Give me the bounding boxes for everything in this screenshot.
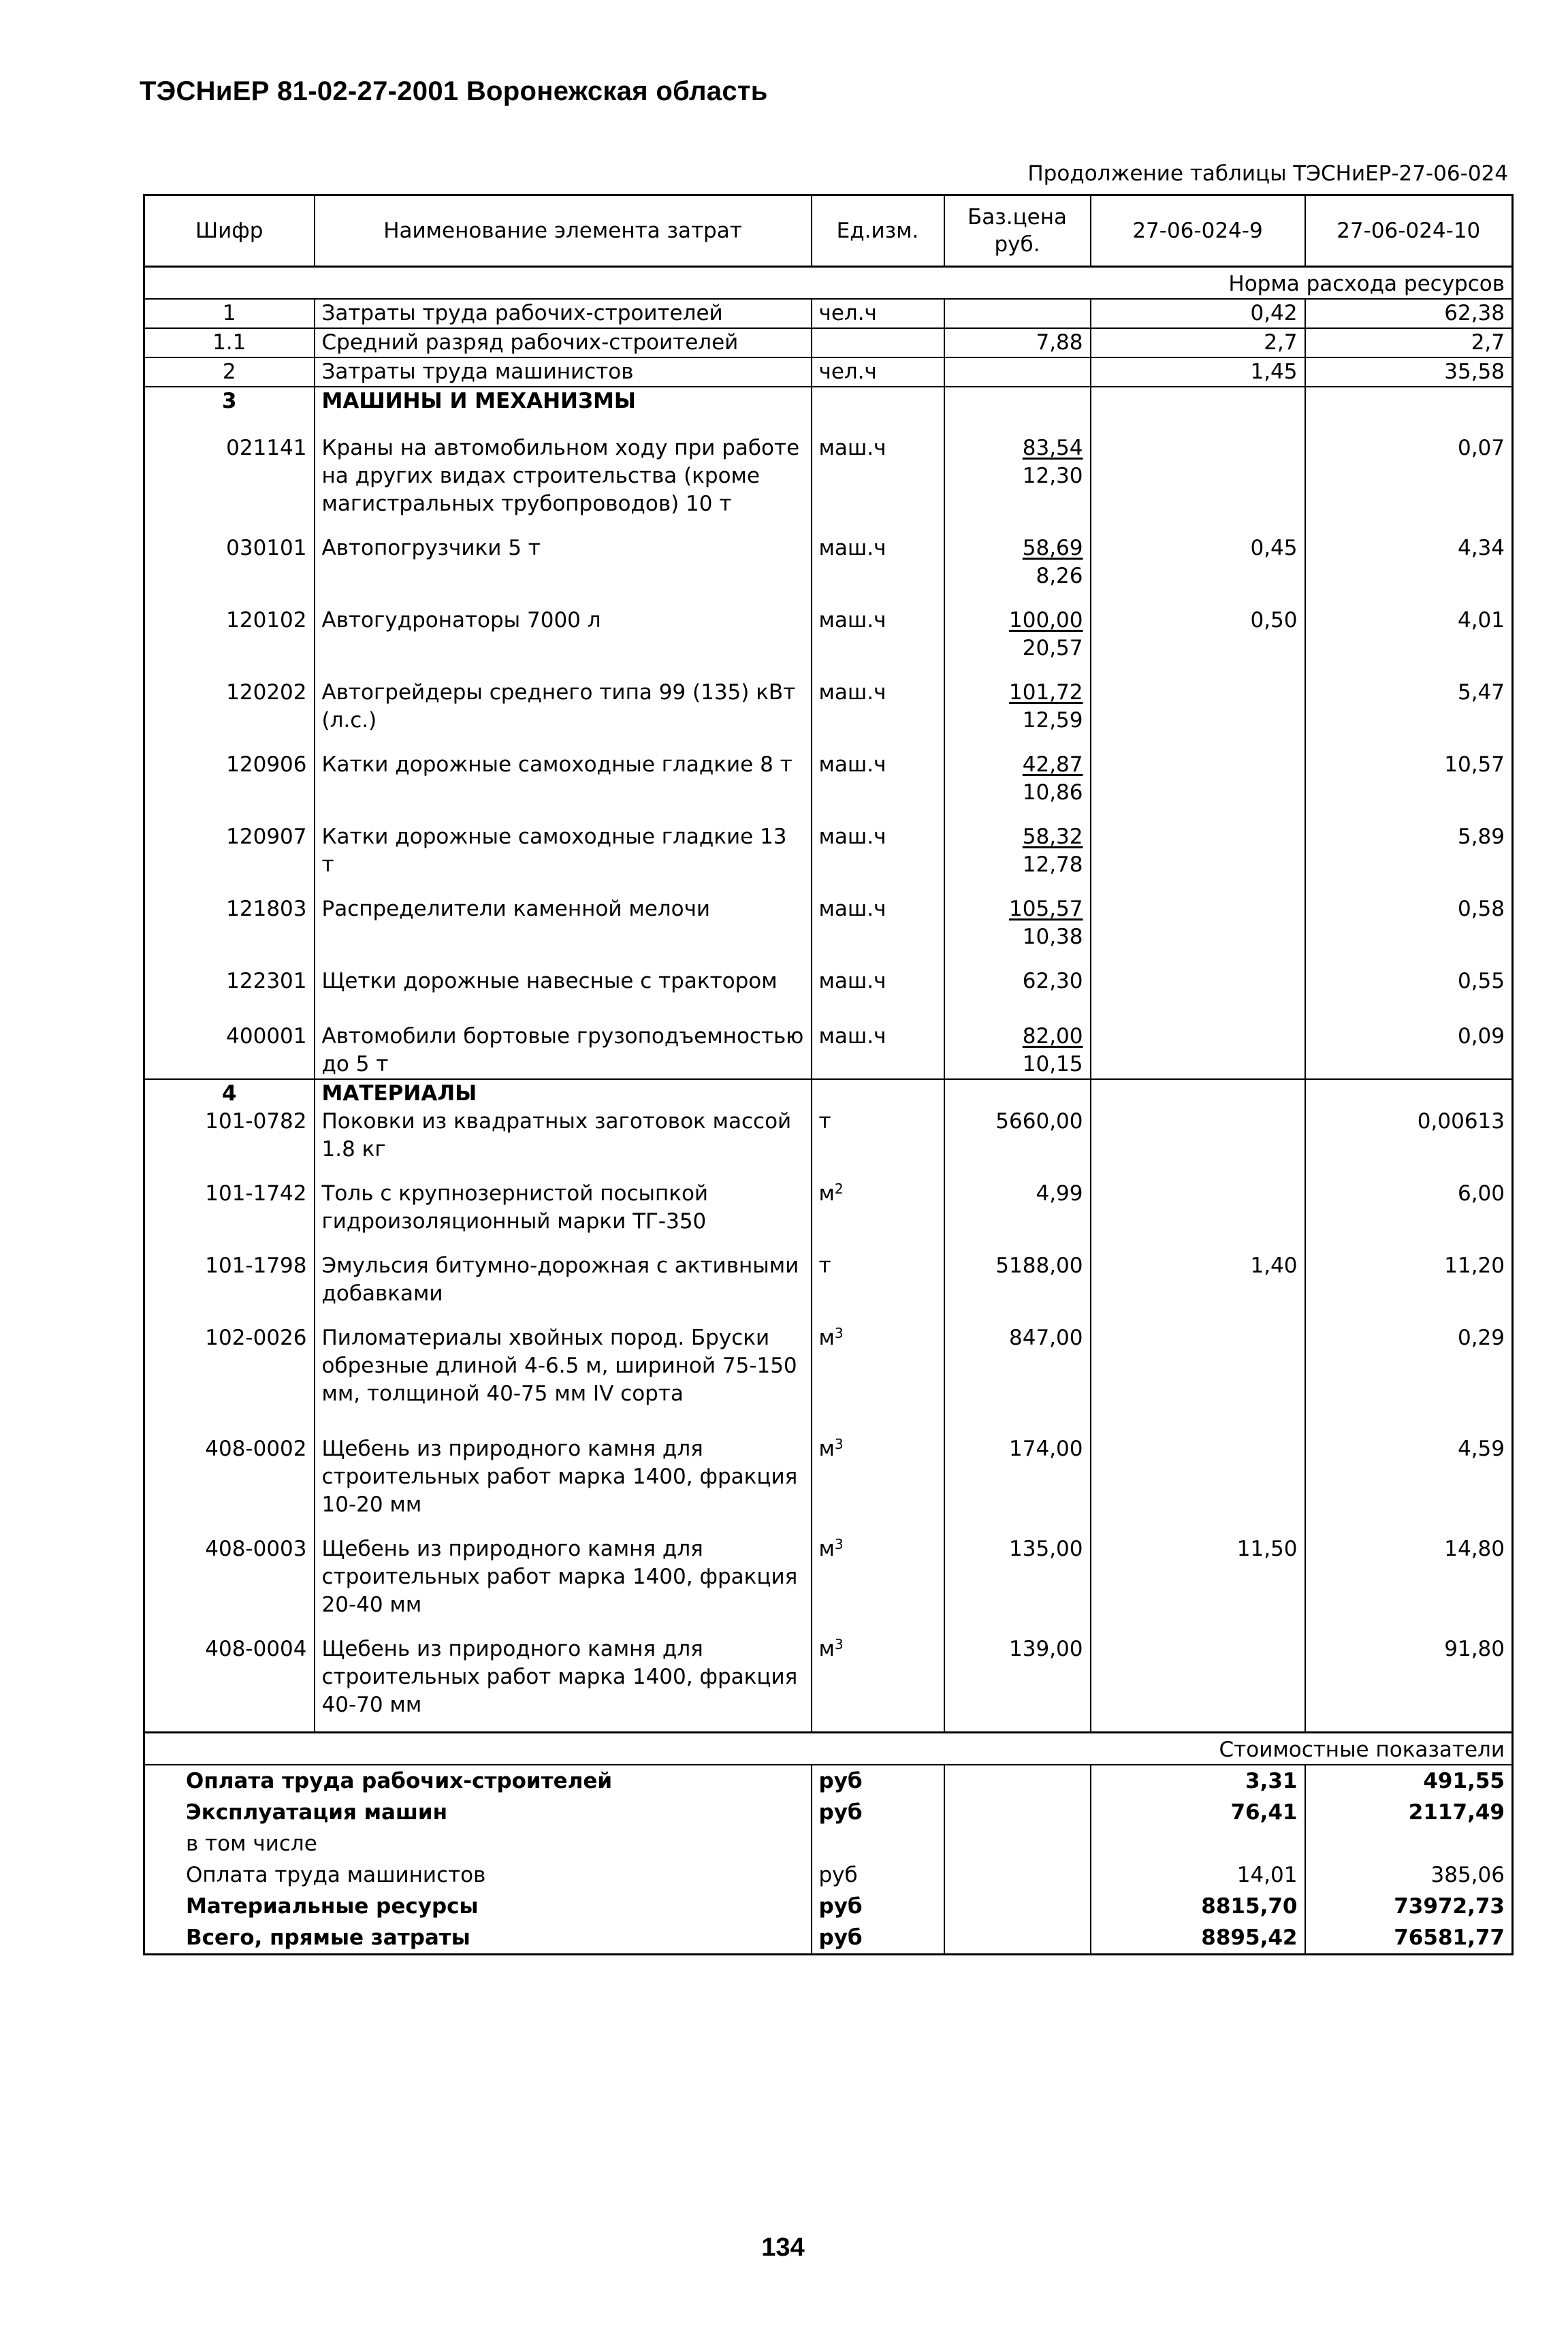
machine-name: Распределители каменной мелочи: [315, 879, 812, 951]
empty-cell: [812, 1719, 944, 1733]
machine-name: Щетки дорожные навесные с трактором: [315, 951, 812, 995]
material-unit-text: т: [818, 1109, 831, 1134]
cost-label: Всего, прямые затраты: [144, 1922, 812, 1955]
empty-cell: [1091, 387, 1305, 415]
material-unit-power: 3: [834, 1636, 844, 1652]
material-row: [144, 1308, 1513, 1408]
row-name: Затраты труда рабочих-строителей: [315, 299, 812, 328]
material-name: Щебень из природного камня для строительных работ марка 1400, фракция 10-20 мм: [315, 1408, 812, 1519]
machine-norm-b: 4,34: [1305, 518, 1513, 590]
material-price: 139,00: [944, 1619, 1091, 1719]
row-norm-b: 35,58: [1305, 357, 1513, 387]
material-code: 408-0002: [144, 1408, 315, 1519]
column-header-norm-a: 27-06-024-9: [1091, 195, 1305, 267]
norm-section-title: Норма расхода ресурсов: [144, 267, 1513, 300]
row-price: [944, 357, 1091, 387]
machine-unit: маш.ч: [812, 879, 944, 951]
machine-row: [144, 590, 1513, 662]
material-norm-b: 91,80: [1305, 1619, 1513, 1719]
machine-row: [144, 518, 1513, 590]
material-code: 102-0026: [144, 1308, 315, 1408]
column-header-name: Наименование элемента затрат: [315, 195, 812, 267]
machine-norm-b: 10,57: [1305, 735, 1513, 807]
cost-empty: [944, 1828, 1091, 1859]
material-unit-text: м: [818, 1437, 835, 1461]
row-unit: чел.ч: [812, 357, 944, 387]
machine-price: [944, 590, 1091, 662]
material-norm-a: [1091, 1408, 1305, 1519]
material-name: Поковки из квадратных заготовок массой 1.8 кг: [315, 1108, 812, 1164]
material-unit: [812, 1164, 944, 1236]
row-unit: [812, 328, 944, 357]
machine-unit: маш.ч: [812, 735, 944, 807]
empty-cell: [944, 1719, 1091, 1733]
material-code: 101-1742: [144, 1164, 315, 1236]
machine-row: [144, 951, 1513, 995]
empty-cell: [144, 1719, 315, 1733]
cost-unit: [812, 1828, 944, 1859]
cost-norm-b: 73972,73: [1305, 1891, 1513, 1922]
machine-price-labor: 10,15: [1022, 1052, 1083, 1076]
machine-norm-a: [1091, 735, 1305, 807]
machine-name: Катки дорожные самоходные гладкие 13 т: [315, 807, 812, 879]
section-title: МАТЕРИАЛЫ: [315, 1079, 812, 1108]
material-norm-b: 11,20: [1305, 1236, 1513, 1308]
material-row: [144, 1164, 1513, 1236]
empty-cell: [812, 1079, 944, 1108]
machine-name: Автогудронаторы 7000 л: [315, 590, 812, 662]
cost-label: Оплата труда машинистов: [144, 1859, 812, 1891]
row-code: 1.1: [144, 328, 315, 357]
material-unit: [812, 1308, 944, 1408]
machine-price-base: 42,87: [1022, 752, 1083, 777]
machine-norm-a: [1091, 951, 1305, 995]
material-row: [144, 1519, 1513, 1619]
machine-price-base: 100,00: [1009, 608, 1083, 633]
material-code: 408-0004: [144, 1619, 315, 1719]
cost-norm-b: [1305, 1828, 1513, 1859]
machine-code: 030101: [144, 518, 315, 590]
machine-norm-b: 0,55: [1305, 951, 1513, 995]
machine-name: Автомобили бортовые грузоподъемностью до 5 т: [315, 995, 812, 1079]
machine-price-base: 62,30: [1022, 969, 1083, 993]
machine-row: [144, 735, 1513, 807]
machine-price-labor: 12,30: [1022, 464, 1083, 488]
machine-norm-a: [1091, 415, 1305, 518]
cost-norm-a: 8895,42: [1091, 1922, 1305, 1955]
machine-name: Автогрейдеры среднего типа 99 (135) кВт (л.с.): [315, 662, 812, 735]
spacer-row: [144, 1719, 1513, 1733]
cost-unit: руб: [812, 1891, 944, 1922]
machine-code: 120906: [144, 735, 315, 807]
machine-unit: маш.ч: [812, 951, 944, 995]
machine-code: 120102: [144, 590, 315, 662]
material-name: Щебень из природного камня для строительных работ марка 1400, фракция 20-40 мм: [315, 1519, 812, 1619]
empty-cell: [1305, 1719, 1513, 1733]
machine-norm-b: 0,07: [1305, 415, 1513, 518]
material-norm-a: [1091, 1164, 1305, 1236]
machine-name: Катки дорожные самоходные гладкие 8 т: [315, 735, 812, 807]
material-norm-b: 4,59: [1305, 1408, 1513, 1519]
cost-norm-a: 8815,70: [1091, 1891, 1305, 1922]
cost-norm-a: 3,31: [1091, 1765, 1305, 1797]
machine-name: Краны на автомобильном ходу при работе на других видах строительства (кроме магистральных трубопроводов) 10 т: [315, 415, 812, 518]
machine-price: [944, 415, 1091, 518]
labor-row: [144, 357, 1513, 387]
cost-row: [144, 1797, 1513, 1828]
cost-norm-b: 76581,77: [1305, 1922, 1513, 1955]
machine-price-base: 58,32: [1022, 825, 1083, 849]
empty-cell: [812, 387, 944, 415]
cost-norm-a: 14,01: [1091, 1859, 1305, 1891]
material-price: 4,99: [944, 1164, 1091, 1236]
resource-norms-table: [143, 194, 1514, 1955]
machine-norm-a: [1091, 807, 1305, 879]
cost-empty: [944, 1765, 1091, 1797]
norm-section-row: [144, 267, 1513, 300]
row-norm-a: 1,45: [1091, 357, 1305, 387]
material-unit-power: 3: [834, 1325, 844, 1341]
row-price: 7,88: [944, 328, 1091, 357]
material-row: [144, 1408, 1513, 1519]
material-unit-text: м: [818, 1326, 835, 1350]
material-unit-text: м: [818, 1637, 835, 1661]
machine-price-labor: 12,78: [1022, 852, 1083, 877]
section-code: 3: [144, 387, 315, 415]
column-header-code: Шифр: [144, 195, 315, 267]
material-unit-text: м: [818, 1537, 835, 1561]
material-unit: [812, 1408, 944, 1519]
material-name: Толь с крупнозернистой посыпкой гидроизоляционный марки ТГ-350: [315, 1164, 812, 1236]
machine-code: 121803: [144, 879, 315, 951]
cost-unit: руб: [812, 1797, 944, 1828]
machine-code: 021141: [144, 415, 315, 518]
row-norm-b: 62,38: [1305, 299, 1513, 328]
material-code: 101-1798: [144, 1236, 315, 1308]
material-unit-power: 2: [834, 1181, 844, 1197]
cost-norm-a: 76,41: [1091, 1797, 1305, 1828]
machine-norm-b: 4,01: [1305, 590, 1513, 662]
empty-cell: [1091, 1719, 1305, 1733]
cost-section-row: [144, 1733, 1513, 1765]
material-norm-a: [1091, 1619, 1305, 1719]
empty-cell: [1305, 387, 1513, 415]
cost-empty: [944, 1922, 1091, 1955]
empty-cell: [1305, 1079, 1513, 1108]
cost-unit: руб: [812, 1765, 944, 1797]
machine-row: [144, 879, 1513, 951]
material-price: 5660,00: [944, 1108, 1091, 1164]
material-unit: [812, 1108, 944, 1164]
row-unit: чел.ч: [812, 299, 944, 328]
empty-cell: [1091, 1079, 1305, 1108]
column-header-unit: Ед.изм.: [812, 195, 944, 267]
machine-unit: маш.ч: [812, 662, 944, 735]
cost-label: Эксплуатация машин: [144, 1797, 812, 1828]
material-norm-a: 11,50: [1091, 1519, 1305, 1619]
material-name: Щебень из природного камня для строительных работ марка 1400, фракция 40-70 мм: [315, 1619, 812, 1719]
section-row: [144, 1079, 1513, 1108]
machine-row: [144, 415, 1513, 518]
machine-norm-a: 0,50: [1091, 590, 1305, 662]
page-number: 134: [761, 2233, 805, 2262]
machine-unit: маш.ч: [812, 995, 944, 1079]
material-price: 135,00: [944, 1519, 1091, 1619]
machine-row: [144, 662, 1513, 735]
row-code: 2: [144, 357, 315, 387]
cost-label: Материальные ресурсы: [144, 1891, 812, 1922]
machine-price: [944, 995, 1091, 1079]
material-unit-text: м: [818, 1181, 835, 1206]
labor-row: [144, 328, 1513, 357]
material-unit: [812, 1519, 944, 1619]
machine-price-labor: 12,59: [1022, 708, 1083, 733]
column-header-norm-b: 27-06-024-10: [1305, 195, 1513, 267]
material-norm-b: 0,00613: [1305, 1108, 1513, 1164]
cost-norm-b: 2117,49: [1305, 1797, 1513, 1828]
machine-name: Автопогрузчики 5 т: [315, 518, 812, 590]
machine-price: [944, 879, 1091, 951]
cost-label: в том числе: [144, 1828, 812, 1859]
cost-unit: руб: [812, 1859, 944, 1891]
machine-code: 120907: [144, 807, 315, 879]
cost-row: [144, 1859, 1513, 1891]
material-norm-a: [1091, 1308, 1305, 1408]
row-price: [944, 299, 1091, 328]
section-code: 4: [144, 1079, 315, 1108]
row-norm-a: 2,7: [1091, 328, 1305, 357]
cost-row: [144, 1891, 1513, 1922]
machine-unit: маш.ч: [812, 518, 944, 590]
machine-price-labor: 8,26: [1036, 564, 1083, 588]
material-norm-a: [1091, 1108, 1305, 1164]
cost-label: Оплата труда рабочих-строителей: [144, 1765, 812, 1797]
row-norm-b: 2,7: [1305, 328, 1513, 357]
row-name: Средний разряд рабочих-строителей: [315, 328, 812, 357]
machine-price-base: 82,00: [1022, 1024, 1083, 1049]
labor-row: [144, 299, 1513, 328]
material-price: 847,00: [944, 1308, 1091, 1408]
machine-norm-a: [1091, 879, 1305, 951]
column-header-price: Баз.цена руб.: [944, 195, 1091, 267]
machine-code: 400001: [144, 995, 315, 1079]
machine-code: 120202: [144, 662, 315, 735]
material-unit-power: 3: [834, 1436, 844, 1452]
material-name: Эмульсия битумно-дорожная с активными добавками: [315, 1236, 812, 1308]
machine-price-base: 83,54: [1022, 436, 1083, 460]
table-body: [144, 195, 1513, 1955]
machine-norm-b: 5,89: [1305, 807, 1513, 879]
machine-price: [944, 807, 1091, 879]
machine-norm-a: [1091, 662, 1305, 735]
machine-price-labor: 20,57: [1022, 636, 1083, 660]
row-name: Затраты труда машинистов: [315, 357, 812, 387]
table-header-row: [144, 195, 1513, 267]
machine-code: 122301: [144, 951, 315, 995]
machine-price: [944, 518, 1091, 590]
material-row: [144, 1619, 1513, 1719]
machine-norm-b: 0,58: [1305, 879, 1513, 951]
machine-price-labor: 10,86: [1022, 780, 1083, 805]
empty-cell: [944, 1079, 1091, 1108]
machine-price-base: 105,57: [1009, 897, 1083, 921]
cost-norm-b: 491,55: [1305, 1765, 1513, 1797]
machine-price-base: 101,72: [1009, 680, 1083, 705]
machine-norm-b: 5,47: [1305, 662, 1513, 735]
material-price: 174,00: [944, 1408, 1091, 1519]
material-name: Пиломатериалы хвойных пород. Бруски обрезные длиной 4-6.5 м, шириной 75-150 мм, толщиной 40-75 мм IV сорта: [315, 1308, 812, 1408]
machine-price: [944, 662, 1091, 735]
material-price: 5188,00: [944, 1236, 1091, 1308]
material-code: 408-0003: [144, 1519, 315, 1619]
machine-price-labor: 10,38: [1022, 925, 1083, 949]
material-unit: [812, 1236, 944, 1308]
machine-unit: маш.ч: [812, 415, 944, 518]
cost-empty: [944, 1859, 1091, 1891]
machine-norm-a: 0,45: [1091, 518, 1305, 590]
machine-row: [144, 995, 1513, 1079]
cost-unit: руб: [812, 1922, 944, 1955]
cost-empty: [944, 1891, 1091, 1922]
material-norm-b: 0,29: [1305, 1308, 1513, 1408]
cost-norm-a: [1091, 1828, 1305, 1859]
material-row: [144, 1108, 1513, 1164]
material-unit: [812, 1619, 944, 1719]
section-row: [144, 387, 1513, 415]
material-code: 101-0782: [144, 1108, 315, 1164]
empty-cell: [315, 1719, 812, 1733]
machine-unit: маш.ч: [812, 590, 944, 662]
section-title: МАШИНЫ И МЕХАНИЗМЫ: [315, 387, 812, 415]
machine-unit: маш.ч: [812, 807, 944, 879]
material-unit-power: 3: [834, 1536, 844, 1552]
cost-section-title: Стоимостные показатели: [144, 1733, 1513, 1765]
material-norm-a: 1,40: [1091, 1236, 1305, 1308]
machine-price-base: 58,69: [1022, 536, 1083, 560]
cost-norm-b: 385,06: [1305, 1859, 1513, 1891]
row-norm-a: 0,42: [1091, 299, 1305, 328]
document-header: ТЭСНиЕР 81-02-27-2001 Воронежская область: [140, 76, 768, 106]
material-norm-b: 6,00: [1305, 1164, 1513, 1236]
table-continuation-note: Продолжение таблицы ТЭСНиЕР-27-06-024: [1027, 161, 1508, 186]
machine-price: [944, 735, 1091, 807]
cost-row: [144, 1765, 1513, 1797]
empty-cell: [944, 387, 1091, 415]
machine-price: [944, 951, 1091, 995]
machine-norm-b: 0,09: [1305, 995, 1513, 1079]
machine-row: [144, 807, 1513, 879]
cost-row: [144, 1828, 1513, 1859]
machine-norm-a: [1091, 995, 1305, 1079]
row-code: 1: [144, 299, 315, 328]
cost-row: [144, 1922, 1513, 1955]
material-unit-text: т: [818, 1253, 831, 1278]
material-norm-b: 14,80: [1305, 1519, 1513, 1619]
material-row: [144, 1236, 1513, 1308]
cost-empty: [944, 1797, 1091, 1828]
